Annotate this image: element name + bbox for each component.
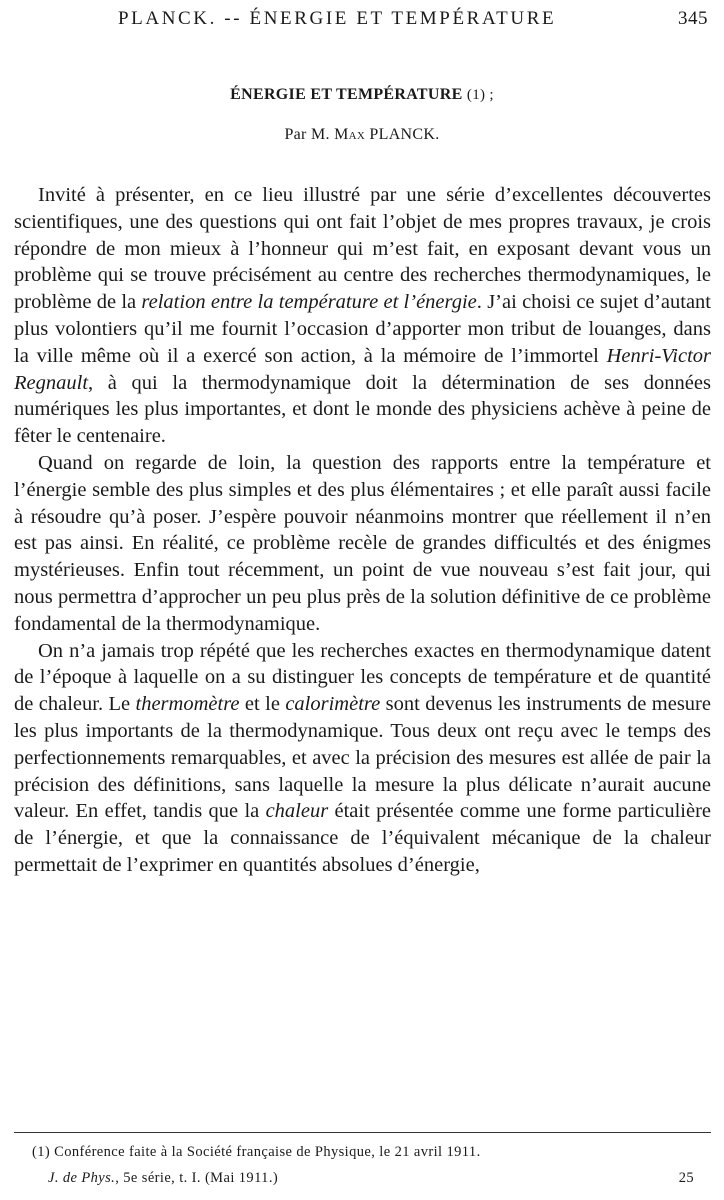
text-run: , à qui la thermodynamique doit la détermination de ses données numériques les plus importantes, et dont le monde des physiciens achève à peine de fêter le centenaire. [14, 371, 711, 448]
italic-run: chaleur [265, 800, 329, 823]
paragraph-2 [14, 450, 711, 638]
page-number: 345 [678, 8, 708, 29]
footnote-reference: (1) ; [466, 87, 494, 103]
footnote: (1) Conférence faite à la Société française de Physique, le 21 avril 1911. [32, 1144, 481, 1160]
running-head-title: PLANCK. -- ÉNERGIE ET TEMPÉRATURE [118, 8, 557, 29]
byline [0, 126, 724, 144]
journal-name: J. de Phys. [48, 1170, 116, 1186]
journal-details: , 5e série, t. I. (Mai 1911.) [115, 1170, 279, 1186]
text-run: . J’ai choisi ce sujet d’autant plus volontiers qu’il me fournit l’occasion d’apporter mon tribut de louanges, dans la ville même où il a exercé son action, à la mémoire de l’immortel [14, 291, 711, 367]
text-run: Quand on regarde de loin, la question des rapports entre la température et l’énergie semble des plus simples et des plus élémentaires ; et elle paraît aussi facile à résoudre qu’à poser. J’espère pouvoir néanmoins montrer que réellement il n’en est pas ainsi. En réalité, ce problème recèle de grandes difficultés et des énigmes mystérieuses. Enfin tout récemment, un point de vue nouveau s’est fait jour, qui nous permettra d’approcher un peu plus près de la solution définitive de ce problème fondamental de la thermodynamique. [14, 451, 711, 635]
text-run: et le [239, 693, 286, 716]
article-title [0, 86, 724, 104]
signature-number: 25 [678, 1170, 694, 1186]
paragraph-3 [14, 638, 711, 879]
byline-prefix: Par M. [284, 126, 335, 143]
italic-run: relation entre la température et l’énergie [141, 291, 477, 314]
running-head [118, 8, 708, 32]
article-body [14, 182, 711, 879]
paragraph-1 [14, 182, 711, 450]
text-run: On n’a jamais trop répété que les recherches exactes en thermodynamique datent de l’époque à laquelle on a su distinguer les concepts de température et de quantité de chaleur. Le [14, 639, 711, 716]
italic-run: Henri-Victor Regnault [14, 344, 711, 394]
article-title-text: ÉNERGIE ET TEMPÉRATURE [230, 86, 463, 103]
italic-run: calorimètre [285, 693, 381, 716]
page-footer [48, 1170, 694, 1190]
footnote-divider [14, 1132, 711, 1133]
text-run: Invité à présenter, en ce lieu illustré par une série d’excellentes découvertes scientifiques, une des questions qui ont fait l’objet de mes propres travaux, je crois répondre de mon mieux à l’honneur qui m’est fait, en exposant devant vous un problème qui se trouve précisément au centre des recherches thermodynamiques, le problème de la [14, 184, 711, 314]
italic-run: thermomètre [135, 693, 240, 716]
journal-citation [48, 1170, 278, 1187]
author-name: Max PLANCK. [334, 126, 440, 143]
text-run: sont devenus les instruments de mesure les plus importants de la thermodynamique. Tous deux ont reçu avec le temps des perfectionnements remarquables, et avec la précision des mesures est allée de pair la précision des définitions, sans laquelle la mesure la plus délicate n’aurait aucune valeur. En effet, tandis que la [14, 693, 711, 823]
text-run: était présentée comme une forme particulière de l’énergie, et que la connaissance de l’équivalent mécanique de la chaleur permettait de l’exprimer en quantités absolues d’énergie, [14, 800, 711, 876]
